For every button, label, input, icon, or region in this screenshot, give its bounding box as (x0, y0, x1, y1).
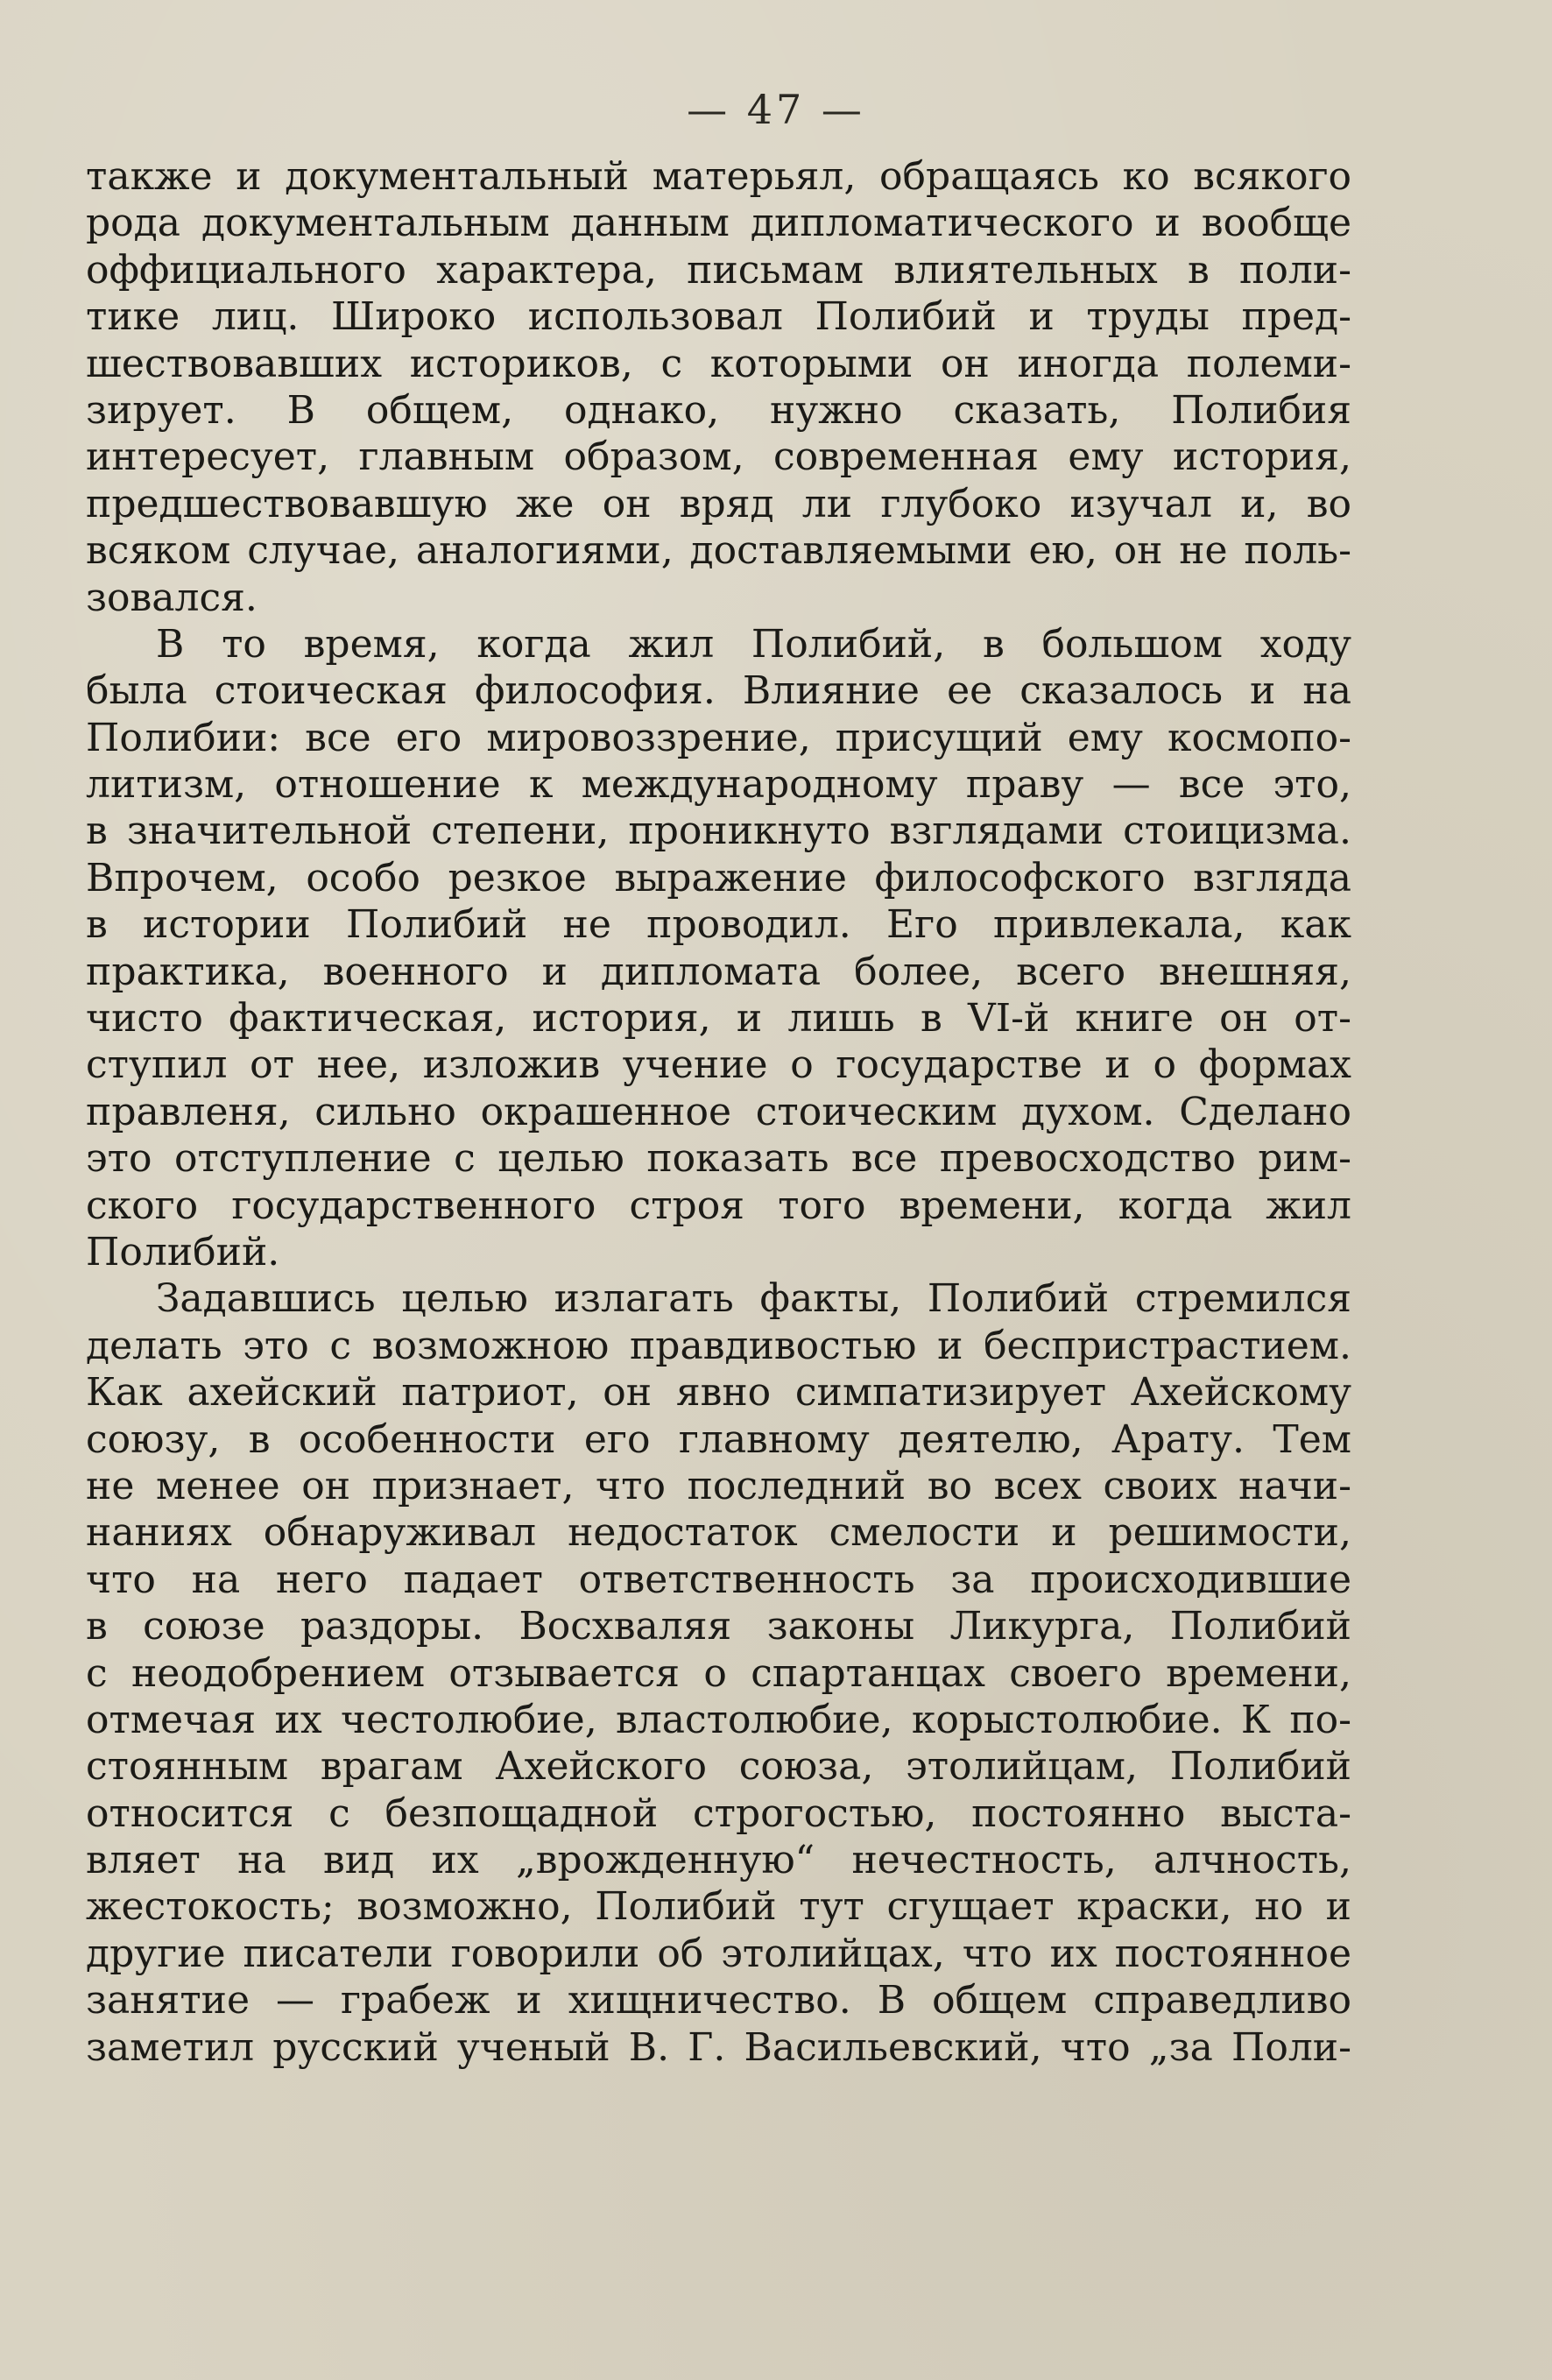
paragraph-3-line-7: что на него падает ответственность за происходившие (86, 1557, 1351, 1602)
paragraph-1-line-4: тике лиц. Широко использовал Полибий и труды пред- (86, 294, 1351, 340)
paragraph-2-line-7: в истории Полибий не проводил. Его привлекала, как (86, 902, 1351, 948)
page-number: — 47 — (687, 86, 865, 133)
paragraph-3-line-3: Как ахейский патриот, он явно симпатизирует Ахейскому (86, 1370, 1351, 1416)
paragraph-3-line-13: вляет на вид их „врожденную“ нечестность, алчность, (86, 1838, 1351, 1883)
paragraph-3-line-14: жестокость; возможно, Полибий тут сгущает краски, но и (86, 1884, 1351, 1930)
paragraph-2-line-3: Полибии: все его мировоззрение, присущий ему космопо- (86, 715, 1351, 760)
paragraph-3-line-6: наниях обнаруживал недостаток смелости и решимости, (86, 1510, 1351, 1556)
paragraph-2-line-14: Полибий. (86, 1229, 280, 1275)
paragraph-3-line-5: не менее он признает, что последний во всех своих начи- (86, 1463, 1351, 1508)
paragraph-1-line-10: зовался. (86, 575, 257, 620)
paragraph-1-line-7: интересует, главным образом, современная ему история, (86, 434, 1351, 480)
paragraph-3-line-10: отмечая их честолюбие, властолюбие, корыстолюбие. К по- (86, 1697, 1351, 1742)
paragraph-3-line-15: другие писатели говорили об этолийцах, что их постоянное (86, 1931, 1351, 1976)
paragraph-3-line-8: в союзе раздоры. Восхваляя законы Ликурга, Полибий (86, 1604, 1351, 1649)
paragraph-1-line-5: шествовавших историков, с которыми он иногда полеми- (86, 341, 1351, 386)
paragraph-3-line-9: с неодобрением отзывается о спартанцах своего времени, (86, 1650, 1351, 1696)
paragraph-1-line-6: зирует. В общем, однако, нужно сказать, Полибия (86, 387, 1351, 433)
paragraph-3-line-11: стоянным врагам Ахейского союза, этолийцам, Полибий (86, 1744, 1351, 1790)
paragraph-3-line-2: делать это с возможною правдивостью и беспристрастием. (86, 1323, 1351, 1368)
paragraph-2-line-8: практика, военного и дипломата более, всего внешняя, (86, 949, 1351, 994)
paragraph-3-line-12: относится с безпощадной строгостью, постоянно выста- (86, 1790, 1351, 1836)
paragraph-3-line-17: заметил русский ученый В. Г. Васильевский, что „за Поли- (86, 2024, 1351, 2070)
paragraph-2-line-13: ского государственного строя того времени, когда жил (86, 1183, 1351, 1228)
paragraph-2-line-1: В то время, когда жил Полибий, в большом ходу (156, 621, 1351, 667)
paragraph-1-line-1: также и документальный матерьял, обращаясь ко всякого (86, 154, 1351, 199)
paragraph-2-line-5: в значительной степени, проникнуто взглядами стоицизма. (86, 809, 1351, 854)
paragraph-1-line-2: рода документальным данным дипломатического и вообще (86, 201, 1351, 246)
paragraph-1-line-9: всяком случае, аналогиями, доставляемыми ею, он не поль- (86, 528, 1351, 574)
paragraph-1-line-8: предшествовавшую же он вряд ли глубоко изучал и, во (86, 481, 1351, 526)
paragraph-3-line-1: Задавшись целью излагать факты, Полибий стремился (156, 1276, 1351, 1322)
paragraph-2-line-6: Впрочем, особо резкое выражение философского взгляда (86, 855, 1351, 900)
paragraph-2-line-9: чисто фактическая, история, и лишь в VI-й книге он от- (86, 996, 1351, 1042)
paragraph-2-line-2: была стоическая философия. Влияние ее сказалось и на (86, 668, 1351, 714)
paragraph-2-line-4: литизм, отношение к международному праву — все это, (86, 762, 1351, 808)
paragraph-3-line-4: союзу, в особенности его главному деятелю, Арату. Тем (86, 1416, 1351, 1462)
body-text (86, 153, 1351, 2071)
paragraph-1-line-3: оффициального характера, письмам влиятельных в поли- (86, 247, 1351, 293)
paragraph-2-line-12: это отступление с целью показать все превосходство рим- (86, 1136, 1351, 1182)
paragraph-3-line-16: занятие — грабеж и хищничество. В общем справедливо (86, 1978, 1351, 2023)
paragraph-2-line-11: правленя, сильно окрашенное стоическим духом. Сделано (86, 1089, 1351, 1134)
paragraph-2-line-10: ступил от нее, изложив учение о государстве и о формах (86, 1042, 1351, 1088)
